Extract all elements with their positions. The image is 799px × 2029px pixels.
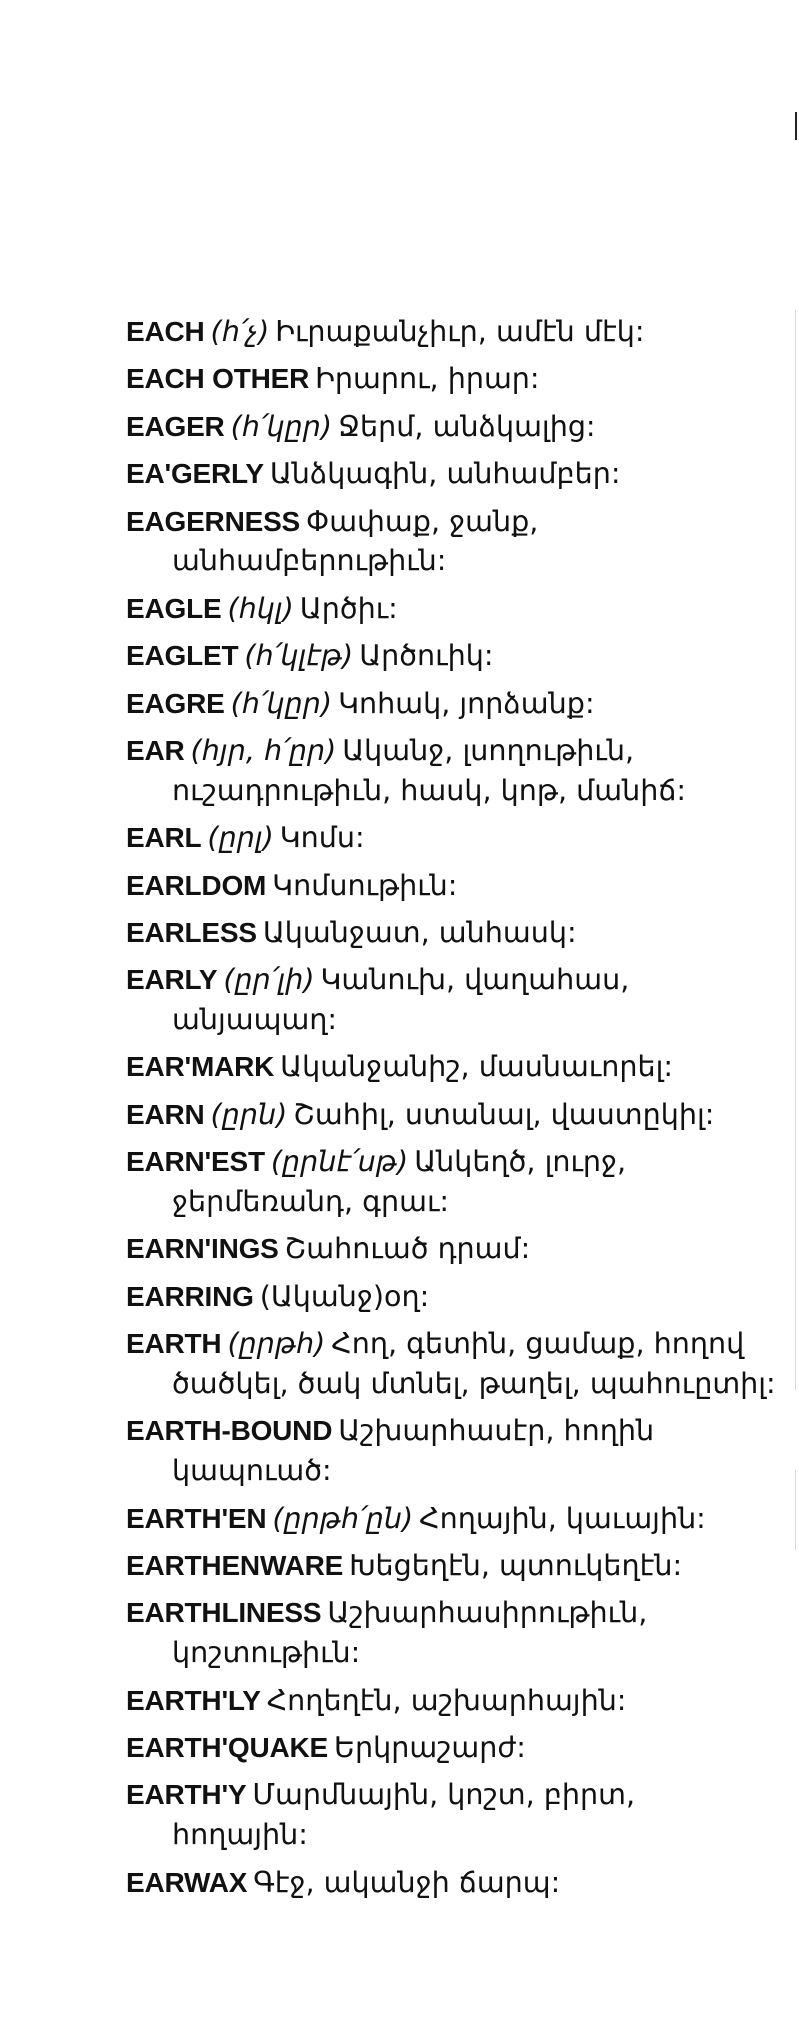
headword: EARTH'Y [126, 1779, 247, 1811]
dictionary-entry [126, 1775, 776, 1855]
definition: Աշխարհասէր, հողին կապուած: [172, 1413, 655, 1488]
headword: EARLESS [126, 916, 257, 948]
page-edge-line [795, 310, 796, 1390]
headword: EARLDOM [126, 869, 267, 901]
headword: EARTH'EN [126, 1502, 267, 1534]
pronunciation: (ըրնէ՛սթ) [270, 1144, 409, 1179]
definition: Կանուխ, վաղահաս, անյապաղ: [172, 962, 630, 1037]
page-edge-mark [795, 112, 797, 140]
headword: EARTH-BOUND [126, 1415, 333, 1447]
dictionary-entry [126, 1681, 776, 1721]
dictionary-entry [126, 960, 776, 1040]
definition: Ականջատ, անհասկ: [262, 914, 577, 949]
dictionary-entry [126, 1142, 776, 1222]
dictionary-entry [126, 1499, 776, 1539]
pronunciation: (ըրն) [210, 1096, 288, 1131]
headword: EAGRE [126, 687, 225, 719]
pronunciation: (ըրթհ) [227, 1326, 326, 1361]
definition: Կոմս: [279, 820, 365, 855]
definition: Ականջանիշ, մասնաւորել: [280, 1049, 673, 1084]
page-edge-line [795, 1470, 796, 1550]
headword: EARTH'QUAKE [126, 1731, 329, 1763]
dictionary-entry [126, 684, 776, 724]
definition: Աշխարհասիրութիւն, կոշտութիւն: [172, 1595, 648, 1670]
headword: EARL [126, 822, 202, 854]
headword: EARN [126, 1098, 205, 1130]
definition: Խեցեղէն, պտուկեղէն: [349, 1547, 683, 1582]
headword: EAGLE [126, 592, 222, 624]
dictionary-entry [126, 731, 776, 811]
pronunciation: (հ՛չ) [210, 314, 270, 348]
definition: Կոմսութիւն: [272, 867, 458, 902]
dictionary-entry [126, 1229, 776, 1269]
headword: EACH [126, 316, 205, 347]
headword: EARTHLINESS [126, 1597, 322, 1629]
dictionary-entry [126, 636, 776, 676]
dictionary-entry [126, 913, 776, 953]
pronunciation: (ըր՛լի) [223, 962, 315, 997]
dictionary-entry [126, 454, 776, 494]
definition: Իւրաքանչիւր, ամէն մէկ: [275, 314, 645, 348]
dictionary-entry [126, 589, 776, 629]
dictionary-entry [126, 359, 776, 399]
dictionary-entry [126, 1411, 776, 1491]
dictionary-entry-list [126, 312, 776, 1910]
headword: EAGLET [126, 640, 239, 672]
pronunciation: (հյր, հ՛ըր) [190, 732, 337, 767]
headword: EARTHENWARE [126, 1549, 344, 1581]
pronunciation: (հկլ) [227, 590, 294, 625]
dictionary-entry [126, 1728, 776, 1768]
headword: EACH OTHER [126, 363, 310, 395]
headword: EARLY [126, 964, 218, 996]
definition: Շահիլ, ստանալ, վաստըկիլ: [293, 1096, 715, 1131]
definition: Հող, գետին, ցամաք, հողով ծածկել, ծակ մտնել, թաղել, պահուըտիլ: [172, 1326, 776, 1401]
definition: Արծիւ: [299, 590, 398, 625]
definition: Ականջ, լսողութիւն, ուշադրութիւն, հասկ, կոթ, մանիճ: [172, 732, 687, 807]
definition: Մարմնային, կոշտ, բիրտ, հողային: [172, 1777, 636, 1852]
definition: Երկրաշարժ: [334, 1729, 526, 1764]
definition: Արծուիկ: [359, 638, 494, 673]
headword: EARN'INGS [126, 1233, 279, 1265]
dictionary-entry [126, 1863, 776, 1903]
definition: Հողային, կաւային: [419, 1500, 706, 1535]
headword: EARWAX [126, 1866, 248, 1898]
pronunciation: (ըրլ) [207, 820, 274, 855]
headword: EARTH'LY [126, 1684, 261, 1716]
dictionary-entry [126, 1095, 776, 1135]
definition: Հողեղէն, աշխարհային: [266, 1682, 627, 1717]
definition: Կոհակ, յորձանք: [338, 685, 595, 720]
headword: EA'GERLY [126, 458, 264, 490]
headword: EAR [126, 734, 185, 766]
pronunciation: (ըրթհ՛ըն) [272, 1500, 414, 1535]
dictionary-entry [126, 818, 776, 858]
definition: Իրարու, իրար: [315, 361, 540, 396]
dictionary-entry [126, 1324, 776, 1404]
definition: Փափաք, ջանք, անհամբերութիւն: [172, 503, 539, 578]
headword: EAGERNESS [126, 505, 301, 537]
headword: EARN'EST [126, 1146, 265, 1178]
dictionary-entry [126, 1593, 776, 1673]
dictionary-entry [126, 866, 776, 906]
headword: EAR'MARK [126, 1051, 275, 1083]
definition: Շահուած դրամ: [284, 1231, 531, 1266]
dictionary-entry [126, 1277, 776, 1317]
definition: Անձկագին, անհամբեր: [269, 456, 621, 491]
pronunciation: (հ՛կլէթ) [244, 638, 354, 673]
headword: EARRING [126, 1280, 254, 1312]
dictionary-entry [126, 312, 776, 352]
headword: EAGER [126, 410, 225, 442]
definition: (Ականջ)օղ: [259, 1278, 430, 1313]
dictionary-entry [126, 407, 776, 447]
dictionary-entry [126, 1546, 776, 1586]
headword: EARTH [126, 1328, 222, 1360]
dictionary-entry [126, 1047, 776, 1087]
pronunciation: (հ՛կըր) [230, 408, 333, 443]
pronunciation: (հ՛կըր) [230, 685, 333, 720]
definition: Անկեղծ, լուրջ, ջերմեռանդ, գրաւ: [172, 1144, 627, 1219]
dictionary-entry [126, 502, 776, 582]
definition: Գէջ, ականջի ճարպ: [253, 1864, 561, 1899]
definition: Ջերմ, անձկալից: [338, 408, 596, 443]
